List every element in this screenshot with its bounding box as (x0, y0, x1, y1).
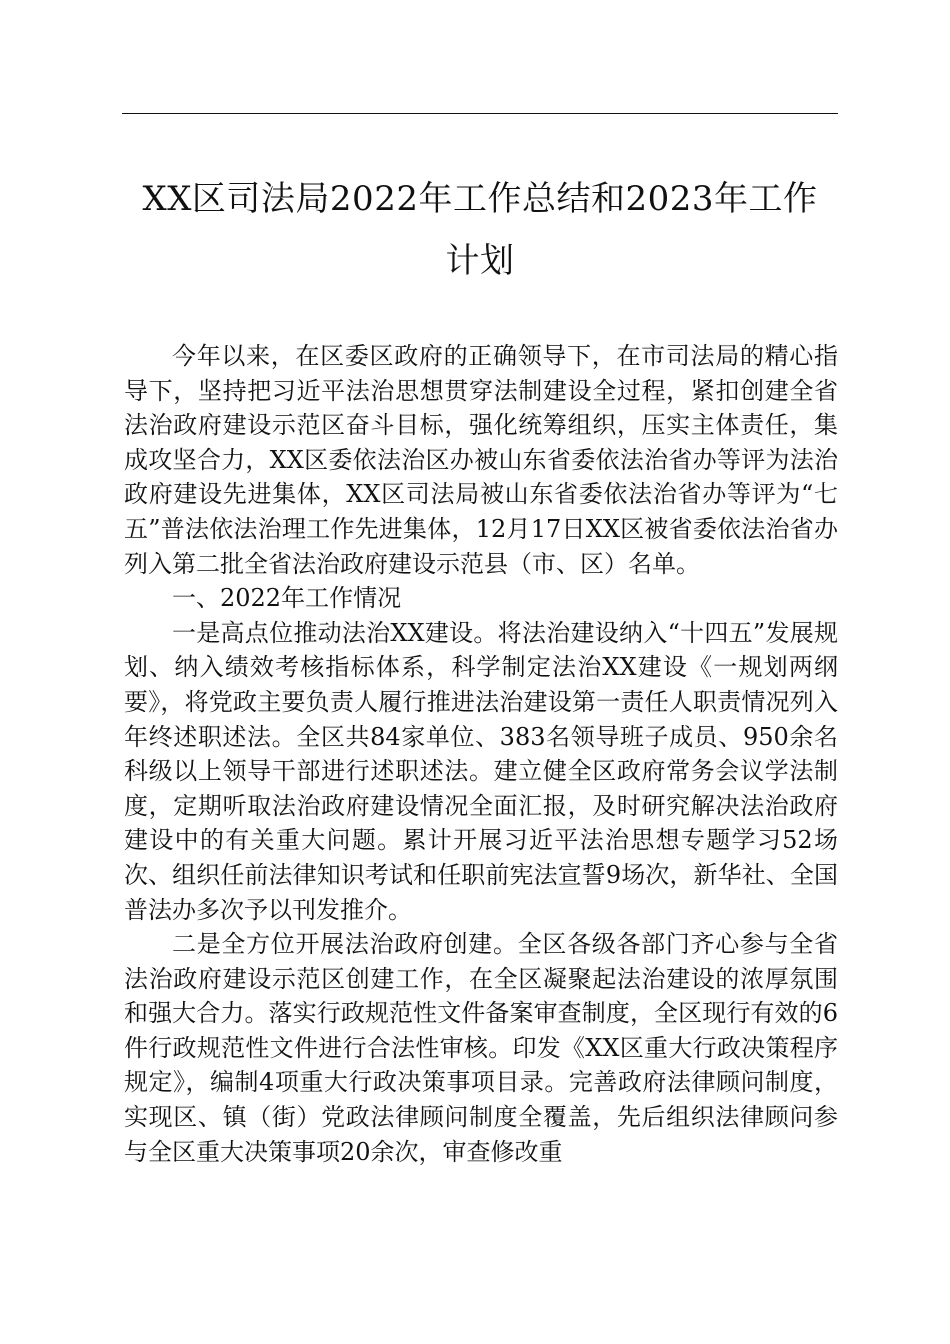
intro-paragraph: 今年以来，在区委区政府的正确领导下，在市司法局的精心指导下，坚持把习近平法治思想贯穿法制建设全过程，紧扣创建全省法治政府建设示范区奋斗目标，强化统筹组织，压实主体责任，集成攻坚合力，XX区委依法治区办被山东省委依法治省办等评为法治政府建设先进集体，XX区司法局被山东省委依法治省办等评为“七五”普法依法治理工作先进集体，12月17日XX区被省委依法治省办列入第二批全省法治政府建设示范县（市、区）名单。 (124, 342, 838, 578)
paragraph-item-1: 一是高点位推动法治XX建设。将法治建设纳入“十四五”发展规划、纳入绩效考核指标体系，科学制定法治XX建设《一规划两纲要》，将党政主要负责人履行推进法治建设第一责任人职责情况列入年终述职述法。全区共84家单位、383名领导班子成员、950余名科级以上领导干部进行述职述法。建立健全区政府常务会议学法制度，定期听取法治政府建设情况全面汇报，及时研究解决法治政府建设中的有关重大问题。累计开展习近平法治思想专题学习52场次、组织任前法律知识考试和任职前宪法宣誓9场次，新华社、全国普法办多次予以刊发推介。 (124, 618, 838, 924)
document-body (124, 339, 838, 1169)
title-line-1: XX区司法局2022年工作总结和2023年工作 (142, 179, 818, 219)
header-rule (122, 113, 838, 114)
title-line-2: 计划 (445, 241, 515, 281)
paragraph-item-2: 二是全方位开展法治政府创建。全区各级各部门齐心参与全省法治政府建设示范区创建工作，在全区凝聚起法治建设的浓厚氛围和强大合力。落实行政规范性文件备案审查制度，全区现行有效的6件行政规范性文件进行合法性审核。印发《XX区重大行政决策程序规定》，编制4项重大行政决策事项目录。完善政府法律顾问制度，实现区、镇（街）党政法律顾问制度全覆盖，先后组织法律顾问参与全区重大决策事项20余次，审查修改重 (124, 930, 838, 1166)
section-heading: 一、2022年工作情况 (172, 584, 402, 613)
document-title (122, 168, 838, 292)
